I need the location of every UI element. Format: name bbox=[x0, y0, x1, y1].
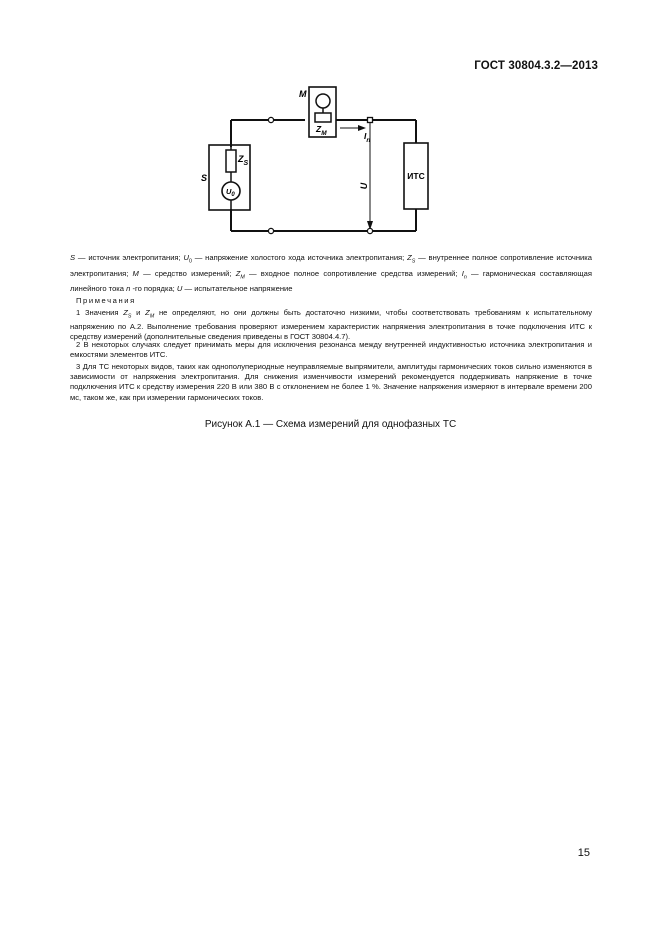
label-current: $I_n$ bbox=[364, 131, 371, 144]
page-number: 15 bbox=[577, 847, 590, 859]
label-u0: $U_0$ bbox=[226, 187, 235, 198]
label-source: S bbox=[201, 173, 208, 183]
terminal-top-right bbox=[368, 118, 373, 123]
notes-title: Примечания bbox=[76, 296, 136, 305]
note-1: 1 Значения $Z_S$ и $Z_M$ не определяют, но они должны быть достаточно низкими, чтобы соответствовать требованиям к испытательному напряжению по А.2. Выполнение требования проверяют измерением характеристик напряжения электропитания в точке подключения ИТС к средству измерений (дополнительные сведения приведены в ГОСТ 30804.4.7). bbox=[70, 308, 592, 341]
terminal-bottom-left bbox=[268, 228, 273, 233]
note-3: 3 Для ТС некоторых видов, таких как однополупериодные неуправляемые выпрямители, амплитуды гармонических токов сильно изменяются в зависимости от напряжения электропитания. Для снижения изменчивости измерений рекомендуется поддерживать напряжение в точке подключения ИТС к средству измерения 220 В или 380 В с отклонением не более 1 %. Значение напряжения измеряют в интервале времени 200 мс, таком же, как при измерении гармонических токов. bbox=[70, 362, 592, 402]
label-load: ИТС bbox=[407, 171, 425, 181]
figure-legend: S — источник электропитания; $U_0$ — напряжение холостого хода источника электропитания; $Z_S$ — внутреннее полное сопротивление источника электропитания; M — средство измерений; $Z_M$ — входное полное сопротивление средства измерений; $I_n$ — гармоническая составляющая линейного тока n -го порядка; U — испытательное напряжение bbox=[70, 253, 592, 294]
standard-header: ГОСТ 30804.3.2—2013 bbox=[474, 60, 598, 72]
label-voltage: U bbox=[359, 182, 369, 190]
label-zs: $Z_S$ bbox=[238, 154, 249, 167]
label-meter: M bbox=[299, 89, 307, 99]
zm-resistor bbox=[315, 113, 331, 122]
label-zm: $Z_M$ bbox=[316, 124, 327, 137]
terminal-bottom-right bbox=[367, 228, 372, 233]
meter-dial-icon bbox=[316, 94, 330, 108]
note-2: 2 В некоторых случаях следует принимать меры для исключения резонанса между внутренней индуктивностью источника электропитания и емкостями элементов ИТС. bbox=[70, 340, 592, 360]
zs-resistor bbox=[226, 150, 236, 172]
terminal-top-left bbox=[268, 117, 273, 122]
measurement-circuit-diagram bbox=[0, 0, 661, 250]
figure-caption: Рисунок А.1 — Схема измерений для однофазных ТС bbox=[204, 419, 457, 430]
